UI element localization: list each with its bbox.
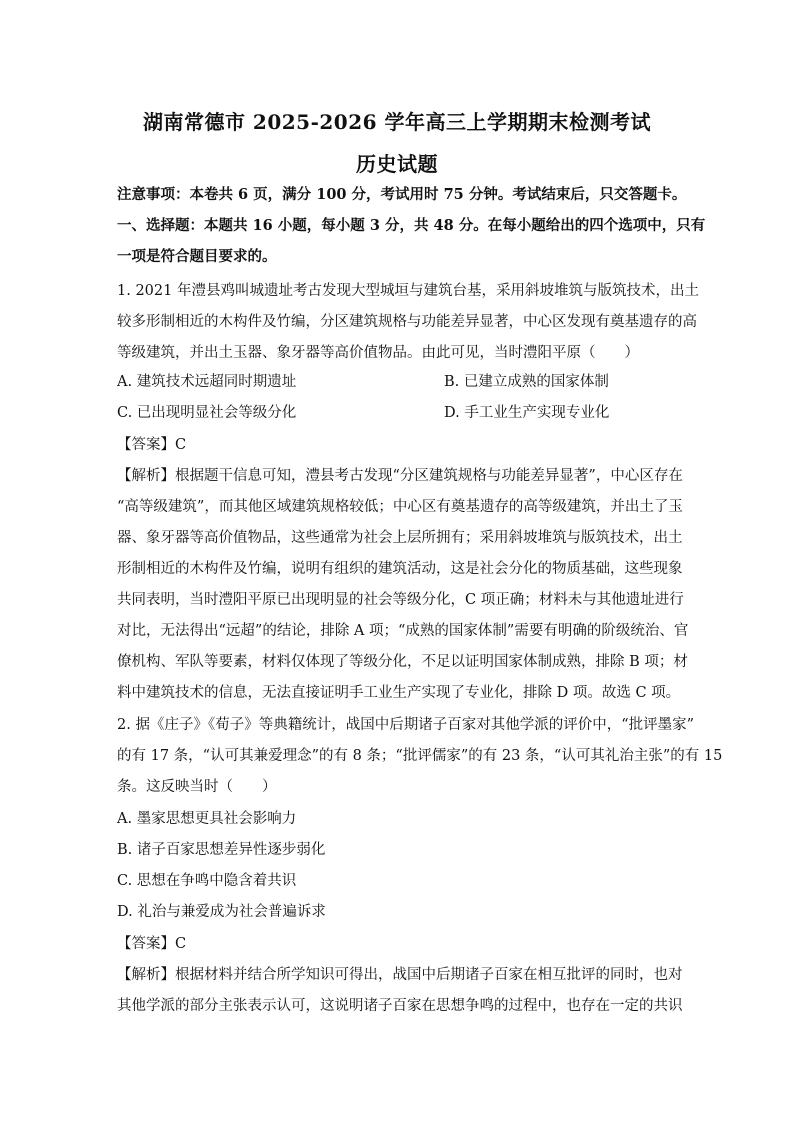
q1-option-a: A. 建筑技术远超同时期遗址	[117, 374, 297, 390]
q2-option-c: C. 思想在争鸣中隐含着共识	[117, 873, 297, 889]
q1-analysis-line-2: “高等级建筑”，而其他区域建筑规格较低；中心区有奠基遗存的高等级建筑，并出土了玉	[117, 499, 683, 515]
q1-analysis-line-3: 器、象牙器等高价值物品，这些通常为社会上层所拥有；采用斜坡堆筑与版筑技术，出土	[117, 530, 683, 546]
page-title: 湖南常德市 2025-2026 学年高三上学期期末检测考试	[142, 110, 652, 134]
section-heading-line-2: 一项是符合题目要求的。	[117, 248, 277, 265]
q2-option-a: A. 墨家思想更具社会影响力	[117, 811, 297, 827]
q1-analysis-line-8: 料中建筑技术的信息，无法直接证明手工业生产实现了专业化，排除 D 项。故选 C 项。	[117, 685, 681, 701]
q1-stem-line-3: 等级建筑，并出土玉器、象牙器等高价值物品。由此可见，当时澧阳平原（ ）	[117, 345, 639, 361]
q2-stem-line-1: 2. 据《庄子》《荀子》等典籍统计，战国中后期诸子百家对其他学派的评价中，“批评墨家”	[117, 717, 695, 733]
q1-option-d: D. 手工业生产实现专业化	[444, 405, 610, 421]
q1-analysis-line-4: 形制相近的木构件及竹编，说明有组织的建筑活动，这是社会分化的物质基础，这些现象	[117, 561, 683, 577]
q1-analysis-line-1: 【解析】根据题干信息可知，澧县考古发现“分区建筑规格与功能差异显著”，中心区存在	[117, 468, 683, 484]
q1-stem-line-1: 1. 2021 年澧县鸡叫城遗址考古发现大型城垣与建筑台基，采用斜坡堆筑与版筑技术，出土	[117, 283, 699, 299]
q2-analysis-line-1: 【解析】根据材料并结合所学知识可得出，战国中后期诸子百家在相互批评的同时，也对	[117, 967, 683, 983]
exam-notice: 注意事项：本卷共 6 页，满分 100 分，考试用时 75 分钟。考试结束后，只交答题卡。	[117, 186, 687, 203]
q1-stem-line-2: 较多形制相近的木构件及竹编，分区建筑规格与功能差异显著，中心区发现有奠基遗存的高	[117, 314, 697, 330]
page-subtitle: 历史试题	[356, 152, 438, 176]
q2-stem-line-2: 的有 17 条，“认可其兼爱理念”的有 8 条；“批评儒家”的有 23 条，“认可其礼治主张”的有 15	[117, 748, 723, 764]
q2-analysis-line-2: 其他学派的部分主张表示认可，这说明诸子百家在思想争鸣的过程中，也存在一定的共识	[117, 998, 683, 1014]
section-heading-line-1: 一、选择题：本题共 16 小题，每小题 3 分，共 48 分。在每小题给出的四个选项中，只有	[117, 217, 706, 234]
q1-option-c: C. 已出现明显社会等级分化	[117, 405, 297, 421]
q1-analysis-line-6: 对比，无法得出“远超”的结论，排除 A 项；“成熟的国家体制”需要有明确的阶级统治、官	[117, 623, 689, 639]
q2-answer: 【答案】C	[117, 936, 187, 952]
q1-option-b: B. 已建立成熟的国家体制	[444, 374, 609, 390]
q2-option-d: D. 礼治与兼爱成为社会普遍诉求	[117, 904, 326, 920]
q1-analysis-line-7: 僚机构、军队等要素，材料仅体现了等级分化，不足以证明国家体制成熟，排除 B 项；材	[117, 654, 688, 670]
q2-option-b: B. 诸子百家思想差异性逐步弱化	[117, 842, 326, 858]
q1-analysis-line-5: 共同表明，当时澧阳平原已出现明显的社会等级分化，C 项正确；材料未与其他遗址进行	[117, 592, 684, 608]
q1-answer: 【答案】C	[117, 437, 187, 453]
q2-stem-line-3: 条。这反映当时（ ）	[117, 779, 277, 795]
